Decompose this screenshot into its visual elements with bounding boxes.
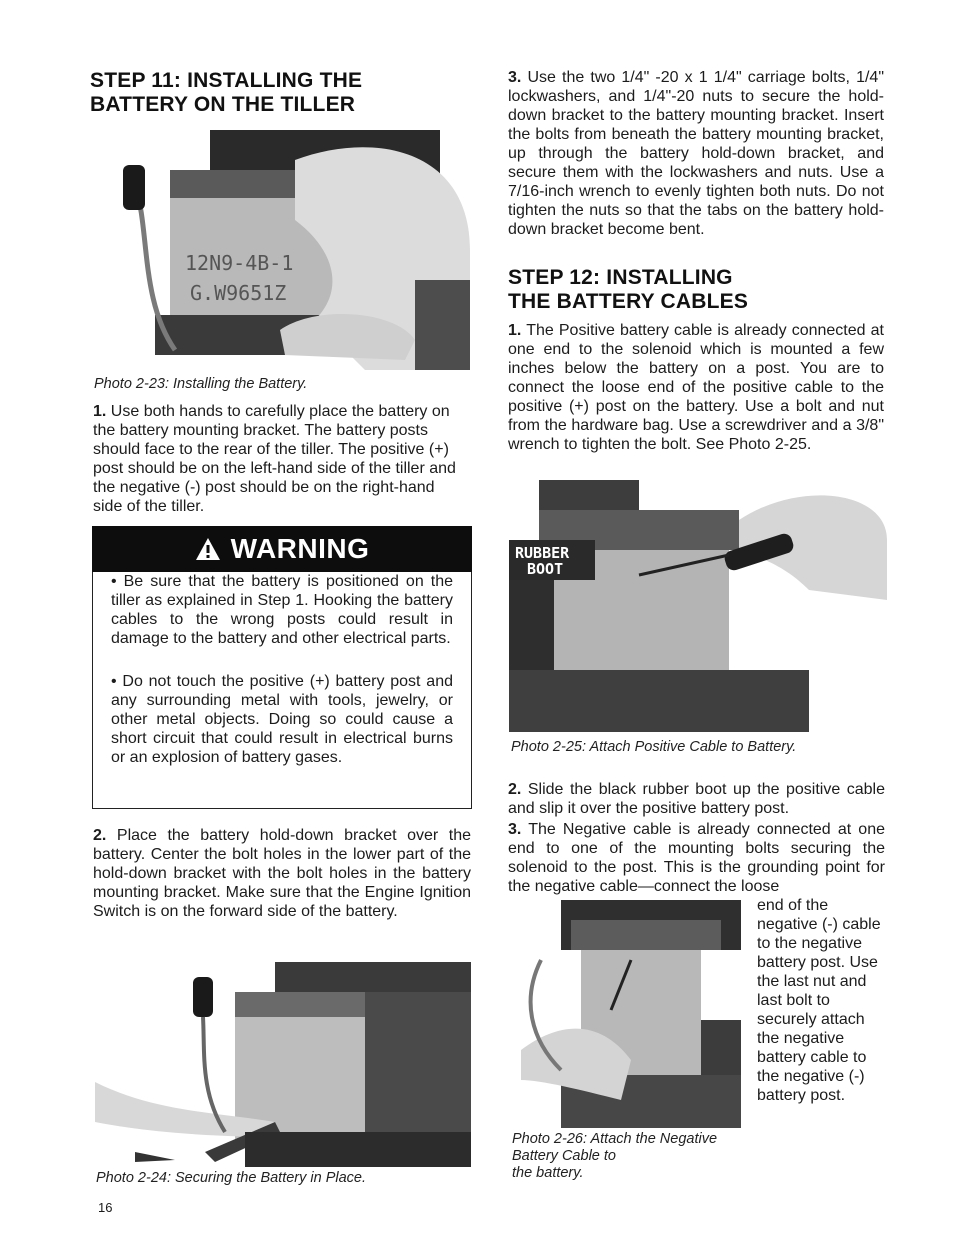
photo-label-battery-2: G.W9651Z: [190, 281, 287, 305]
item-number: 2.: [93, 827, 107, 844]
step-12-item-2: [508, 780, 885, 818]
step-12-item-3-continued: end of the negative (-) cable to the negative battery post. Use the last nut and last bolt to securely attach the negative battery cable to the negative (-) battery post.: [757, 897, 881, 1104]
item-text: Place the battery hold-down bracket over the battery. Center the bolt holes in the lower part of the hold-down bracket with the bolt holes in the battery mounting bracket. Make sure that the Engine Ignition Switch is on the forward side of the battery.: [93, 827, 471, 920]
item-number: 1.: [93, 403, 107, 420]
caption-photo-2-24: Photo 2-24: Securing the Battery in Place.: [96, 1170, 367, 1186]
step-11-title: STEP 11: INSTALLING THE BATTERY ON THE TILLER: [90, 69, 363, 116]
photo-positive-cable: [509, 480, 887, 732]
warning-box: [92, 526, 472, 810]
warning-title: WARNING: [230, 533, 370, 564]
warning-triangle-icon: [195, 537, 221, 561]
step-12-item-1: [508, 321, 884, 454]
item-text: The Positive battery cable is already connected at one end to the solenoid which is mounted a few inches below the battery on a post. You are to connect the loose end of the positive cable to the positive (+) post on the battery. Use a bolt and nut from the hardware bag. Use a screwdriver and a 3/8" wrench to tighten the bolt. See Photo 2-25.: [508, 322, 885, 453]
step-11-item-2: [93, 826, 471, 921]
caption-photo-2-26-line-1: Photo 2-26: Attach the Negative: [512, 1131, 718, 1147]
item-text: Use both hands to carefully place the battery on the battery mounting bracket. The battery posts should face to the rear of the tiller. The positive (+) post should be on the left-hand side of the tiller and the negative (-) post should be on the right-hand side of the tiller.: [93, 403, 456, 515]
photo-securing-battery: [95, 962, 471, 1167]
step-11-item-1: [93, 402, 457, 516]
photo-label-rubber: RUBBER: [515, 544, 570, 562]
item-number: 3.: [508, 69, 522, 86]
item-text: Use the two 1/4" -20 x 1 1/4" carriage bolts, 1/4" lockwashers, and 1/4"-20 nuts to secure the hold-down bracket to the battery mounting bracket. Insert the bolts from beneath the battery mounting bracket, up through the battery hold-down bracket, and secure them with the lockwashers and nuts. Use a 7/16-inch wrench to evenly tighten both nuts. Do not tighten the nuts so that the tabs on the battery hold-down bracket become bent.: [508, 69, 884, 238]
caption-photo-2-26-line-3: the battery.: [512, 1165, 584, 1181]
caption-photo-2-25: Photo 2-25: Attach Positive Cable to Battery.: [511, 739, 797, 755]
caption-photo-2-26-line-2: Battery Cable to: [512, 1148, 616, 1164]
warning-bullet-2: • Do not touch the positive (+) battery post and any surrounding metal with tools, jewelry, or other metal objects. Doing so could cause a short circuit that could result in electrical burns or an explosion of battery gases.: [111, 673, 453, 766]
step-12-title: STEP 12: INSTALLING THE BATTERY CABLES: [508, 266, 749, 313]
caption-photo-2-23: Photo 2-23: Installing the Battery.: [94, 376, 308, 392]
item-number: 3.: [508, 821, 522, 838]
photo-negative-cable: [521, 900, 741, 1128]
item-text: The Negative cable is already connected at one end to one of the mounting bolts securing the solenoid to the post. This is the grounding point for the negative cable—connect the loose: [508, 821, 885, 895]
item-number: 1.: [508, 322, 522, 339]
warning-bullet-1: • Be sure that the battery is positioned on the tiller as explained in Step 1. Hooking the battery cables to the wrong posts could result in damage to the battery and other electrical parts.: [111, 573, 453, 647]
step-12-item-3: [508, 820, 885, 896]
photo-installing-battery: [115, 130, 470, 370]
step-11-item-3: [508, 68, 884, 239]
photo-label-battery-1: 12N9-4B-1: [185, 251, 294, 275]
page-number: 16: [98, 1200, 113, 1215]
item-text: Slide the black rubber boot up the positive cable and slip it over the positive battery post.: [508, 781, 885, 817]
warning-header: [92, 526, 472, 572]
photo-label-boot: BOOT: [527, 560, 564, 578]
item-number: 2.: [508, 781, 522, 798]
